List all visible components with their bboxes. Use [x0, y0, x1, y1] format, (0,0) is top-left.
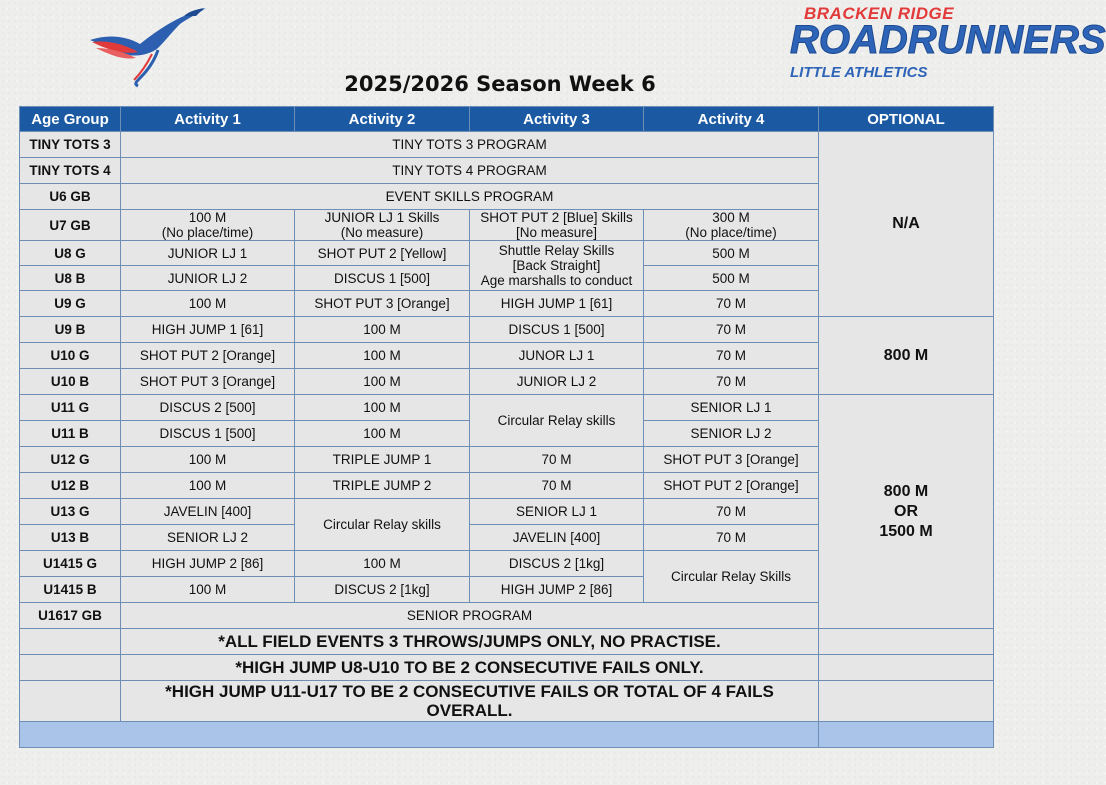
activity-cell: 70 M	[644, 343, 819, 369]
age-group-cell: U9 G	[20, 291, 121, 317]
note-blank-cell	[20, 629, 121, 655]
activity-cell: DISCUS 2 [1kg]	[295, 577, 470, 603]
activity-cell: HIGH JUMP 2 [86]	[121, 551, 295, 577]
activity-cell: 70 M	[644, 525, 819, 551]
activity-cell: DISCUS 1 [500]	[121, 421, 295, 447]
activity-cell: 100 M	[295, 551, 470, 577]
col-header-optional: OPTIONAL	[819, 107, 994, 132]
age-group-cell: U9 B	[20, 317, 121, 343]
activity-cell: TRIPLE JUMP 1	[295, 447, 470, 473]
table-row	[20, 132, 994, 158]
optional-cell: N/A	[819, 132, 994, 317]
age-group-cell: U1415 G	[20, 551, 121, 577]
footer-band-end	[819, 722, 994, 748]
col-header-activity-4: Activity 4	[644, 107, 819, 132]
table-row	[20, 395, 994, 421]
age-group-cell: U10 B	[20, 369, 121, 395]
activity-cell: 300 M (No place/time)	[644, 210, 819, 241]
age-group-cell: U13 B	[20, 525, 121, 551]
activity-cell: 100 M	[295, 317, 470, 343]
schedule-table	[19, 106, 994, 748]
table-row	[20, 317, 994, 343]
brand-line-2: ROADRUNNERS	[790, 18, 1106, 62]
activity-cell: SHOT PUT 3 [Orange]	[644, 447, 819, 473]
note-row	[20, 681, 994, 722]
activity-cell: 100 M	[121, 473, 295, 499]
activity-cell: 100 M	[295, 395, 470, 421]
activity-cell: SENIOR LJ 2	[121, 525, 295, 551]
brand-line-3: LITTLE ATHLETICS	[790, 64, 928, 81]
activity-cell: DISCUS 2 [1kg]	[470, 551, 644, 577]
activity-cell: DISCUS 1 [500]	[470, 317, 644, 343]
col-header-activity-1: Activity 1	[121, 107, 295, 132]
activity-cell: TRIPLE JUMP 2	[295, 473, 470, 499]
optional-cell: 800 M	[819, 317, 994, 395]
activity-cell: SENIOR LJ 1	[644, 395, 819, 421]
age-group-cell: U8 G	[20, 241, 121, 266]
activity-cell: JUNIOR LJ 1	[121, 241, 295, 266]
footer-band	[20, 722, 819, 748]
activity-cell: SHOT PUT 2 [Blue] Skills [No measure]	[470, 210, 644, 241]
activity-cell-shared: Shuttle Relay Skills [Back Straight] Age marshalls to conduct	[470, 241, 644, 291]
age-group-cell: U7 GB	[20, 210, 121, 241]
activity-cell: SHOT PUT 3 [Orange]	[121, 369, 295, 395]
activity-cell: SHOT PUT 2 [Yellow]	[295, 241, 470, 266]
activity-cell: 100 M	[295, 369, 470, 395]
activity-cell: 100 M	[295, 421, 470, 447]
activity-cell: HIGH JUMP 2 [86]	[470, 577, 644, 603]
note-text: *HIGH JUMP U11-U17 TO BE 2 CONSECUTIVE FAILS OR TOTAL OF 4 FAILS OVERALL.	[121, 681, 819, 722]
activity-cell: JUNIOR LJ 1 Skills (No measure)	[295, 210, 470, 241]
note-blank-cell	[819, 655, 994, 681]
activity-cell: 100 M	[121, 291, 295, 317]
age-group-cell: U6 GB	[20, 184, 121, 210]
season-title: 2025/2026 Season Week 6	[344, 72, 656, 96]
program-cell: EVENT SKILLS PROGRAM	[121, 184, 819, 210]
activity-cell: HIGH JUMP 1 [61]	[121, 317, 295, 343]
activity-cell: HIGH JUMP 1 [61]	[470, 291, 644, 317]
activity-cell: JUNIOR LJ 2	[470, 369, 644, 395]
note-text: *HIGH JUMP U8-U10 TO BE 2 CONSECUTIVE FAILS ONLY.	[121, 655, 819, 681]
club-brand-logo	[790, 2, 1106, 82]
activity-cell: 100 M	[295, 343, 470, 369]
activity-cell: 70 M	[470, 473, 644, 499]
age-group-cell: TINY TOTS 4	[20, 158, 121, 184]
activity-cell: 100 M	[121, 577, 295, 603]
program-cell: SENIOR PROGRAM	[121, 603, 819, 629]
col-header-activity-2: Activity 2	[295, 107, 470, 132]
activity-cell: JAVELIN [400]	[121, 499, 295, 525]
age-group-cell: U1617 GB	[20, 603, 121, 629]
note-row	[20, 655, 994, 681]
col-header-activity-3: Activity 3	[470, 107, 644, 132]
activity-cell: 500 M	[644, 241, 819, 266]
activity-cell: DISCUS 2 [500]	[121, 395, 295, 421]
age-group-cell: TINY TOTS 3	[20, 132, 121, 158]
footer-band-row	[20, 722, 994, 748]
age-group-cell: U13 G	[20, 499, 121, 525]
activity-cell-shared: Circular Relay Skills	[644, 551, 819, 603]
activity-cell: 70 M	[644, 499, 819, 525]
program-cell: TINY TOTS 4 PROGRAM	[121, 158, 819, 184]
activity-cell: 500 M	[644, 266, 819, 291]
age-group-cell: U1415 B	[20, 577, 121, 603]
activity-cell: 100 M	[121, 447, 295, 473]
table-header-row	[20, 107, 994, 132]
activity-cell: DISCUS 1 [500]	[295, 266, 470, 291]
activity-cell: 70 M	[644, 291, 819, 317]
age-group-cell: U10 G	[20, 343, 121, 369]
optional-cell: 800 M OR 1500 M	[819, 395, 994, 629]
activity-cell: SENIOR LJ 1	[470, 499, 644, 525]
activity-cell-shared: Circular Relay skills	[470, 395, 644, 447]
activity-cell: 70 M	[644, 317, 819, 343]
activity-cell: 70 M	[644, 369, 819, 395]
activity-cell: 70 M	[470, 447, 644, 473]
note-row	[20, 629, 994, 655]
age-group-cell: U12 G	[20, 447, 121, 473]
col-header-age-group: Age Group	[20, 107, 121, 132]
activity-cell: SHOT PUT 2 [Orange]	[121, 343, 295, 369]
note-blank-cell	[819, 681, 994, 722]
age-group-cell: U12 B	[20, 473, 121, 499]
brand-line-1: BRACKEN RIDGE	[804, 4, 955, 23]
age-group-cell: U11 G	[20, 395, 121, 421]
activity-cell-shared: Circular Relay skills	[295, 499, 470, 551]
activity-cell: SHOT PUT 3 [Orange]	[295, 291, 470, 317]
note-blank-cell	[20, 655, 121, 681]
activity-cell: JUNOR LJ 1	[470, 343, 644, 369]
note-blank-cell	[20, 681, 121, 722]
program-cell: TINY TOTS 3 PROGRAM	[121, 132, 819, 158]
activity-cell: 100 M (No place/time)	[121, 210, 295, 241]
activity-cell: JUNIOR LJ 2	[121, 266, 295, 291]
age-group-cell: U11 B	[20, 421, 121, 447]
activity-cell: SENIOR LJ 2	[644, 421, 819, 447]
note-blank-cell	[819, 629, 994, 655]
note-text: *ALL FIELD EVENTS 3 THROWS/JUMPS ONLY, NO PRACTISE.	[121, 629, 819, 655]
activity-cell: JAVELIN [400]	[470, 525, 644, 551]
age-group-cell: U8 B	[20, 266, 121, 291]
activity-cell: SHOT PUT 2 [Orange]	[644, 473, 819, 499]
